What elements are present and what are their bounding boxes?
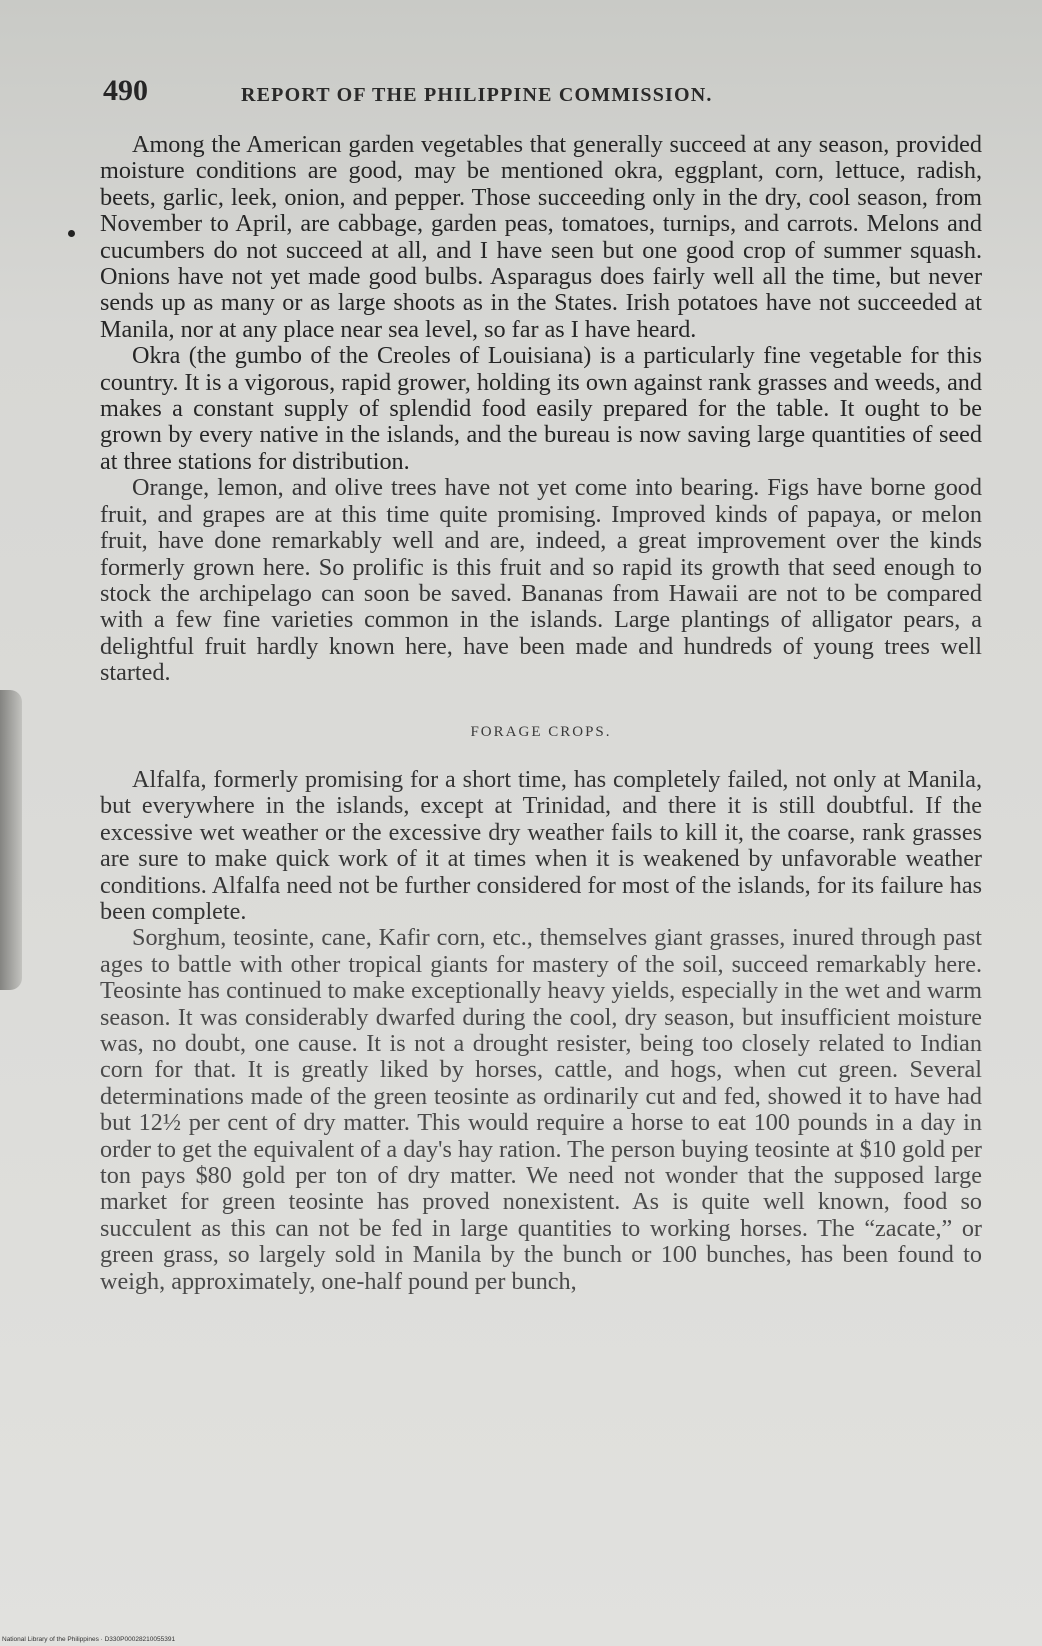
section-heading: FORAGE CROPS. [470, 723, 612, 740]
page-header [103, 74, 863, 118]
paragraph-sorghum-teosinte: Sorghum, teosinte, cane, Kafir corn, etc., themselves giant grasses, inured through past ages to battle with other tropical giants for mastery of the soil, succeed remarkably here. Teosinte has continued to make exceptionally heavy yields, especially in the wet and warm season. It was considerably dwarfed during the cool, dry season, but insufficient moisture was, no doubt, one cause. It is not a drought resister, being too closely related to Indian corn for that. It is greatly liked by horses, cattle, and hogs, when cut green. Several determinations made of the green teosinte as ordinarily cut and fed, showed it to have had but 12½ per cent of dry matter. This would require a horse to eat 100 pounds in a day in order to get the equivalent of a day's hay ration. The person buying teosinte at $10 gold per ton pays $80 gold per ton of dry matter. We need not wonder that the supposed large market for green teosinte has proved nonexistent. As is quite well known, food so succulent as this can not be fed in large quantities to working horses. The “zacate,” or green grass, so largely sold in Manila by the bunch or 100 bunches, has been found to weigh, approximately, one-half pound per bunch, [100, 924, 982, 1295]
ink-dot [68, 230, 75, 237]
paragraph-alfalfa: Alfalfa, formerly promising for a short time, has completely failed, not only at Manila, but everywhere in the islands, except at Trinidad, and there it is still doubtful. If the excessive wet weather or the excessive dry weather fails to kill it, the coarse, rank grasses are sure to make quick work of it at times when it is weakened by unfavorable weather conditions. Alfalfa need not be further considered for most of the islands, for its failure has been complete. [100, 765, 982, 925]
paragraph-garden-vegetables: Among the American garden vegetables that generally succeed at any season, provided moisture conditions are good, may be mentioned okra, eggplant, corn, lettuce, radish, beets, garlic, leek, onion, and pepper. Those succeeding only in the dry, cool season, from November to April, are cabbage, garden peas, tomatoes, turnips, and carrots. Melons and cucumbers do not succeed at all, and I have seen but one good crop of summer squash. Onions have not yet made good bulbs. Asparagus does fairly well all the time, but never sends up as many or as large shoots as in the States. Irish potatoes have not succeeded at Manila, nor at any place near sea level, so far as I have heard. [100, 131, 982, 343]
library-stamp: National Library of the Philippines · D330P00028210055391 [2, 1636, 176, 1643]
paragraph-okra: Okra (the gumbo of the Creoles of Louisiana) is a particularly fine vegetable for this country. It is a vigorous, rapid grower, holding its own against rank grasses and weeds, and makes a constant supply of splendid food easily prepared for the table. It ought to be grown by every native in the islands, and the bureau is now saving large quantities of seed at three stations for distribution. [100, 342, 982, 475]
running-head: REPORT OF THE PHILIPPINE COMMISSION. [241, 84, 713, 106]
binding-shadow [0, 690, 22, 990]
paragraph-fruit-trees: Orange, lemon, and olive trees have not yet come into bearing. Figs have borne good fruit, and grapes are at this time quite promising. Improved kinds of papaya, or melon fruit, have done remarkably well and are, indeed, a great improvement over the kinds formerly grown here. So prolific is this fruit and so rapid its growth that seed enough to stock the archipelago can soon be saved. Bananas from Hawaii are not to be compared with a few fine varieties common in the islands. Large plantings of alligator pears, a delightful fruit hardly known here, have been made and hundreds of young trees well started. [100, 474, 982, 687]
page-body [100, 132, 982, 1295]
page-number: 490 [103, 74, 148, 107]
